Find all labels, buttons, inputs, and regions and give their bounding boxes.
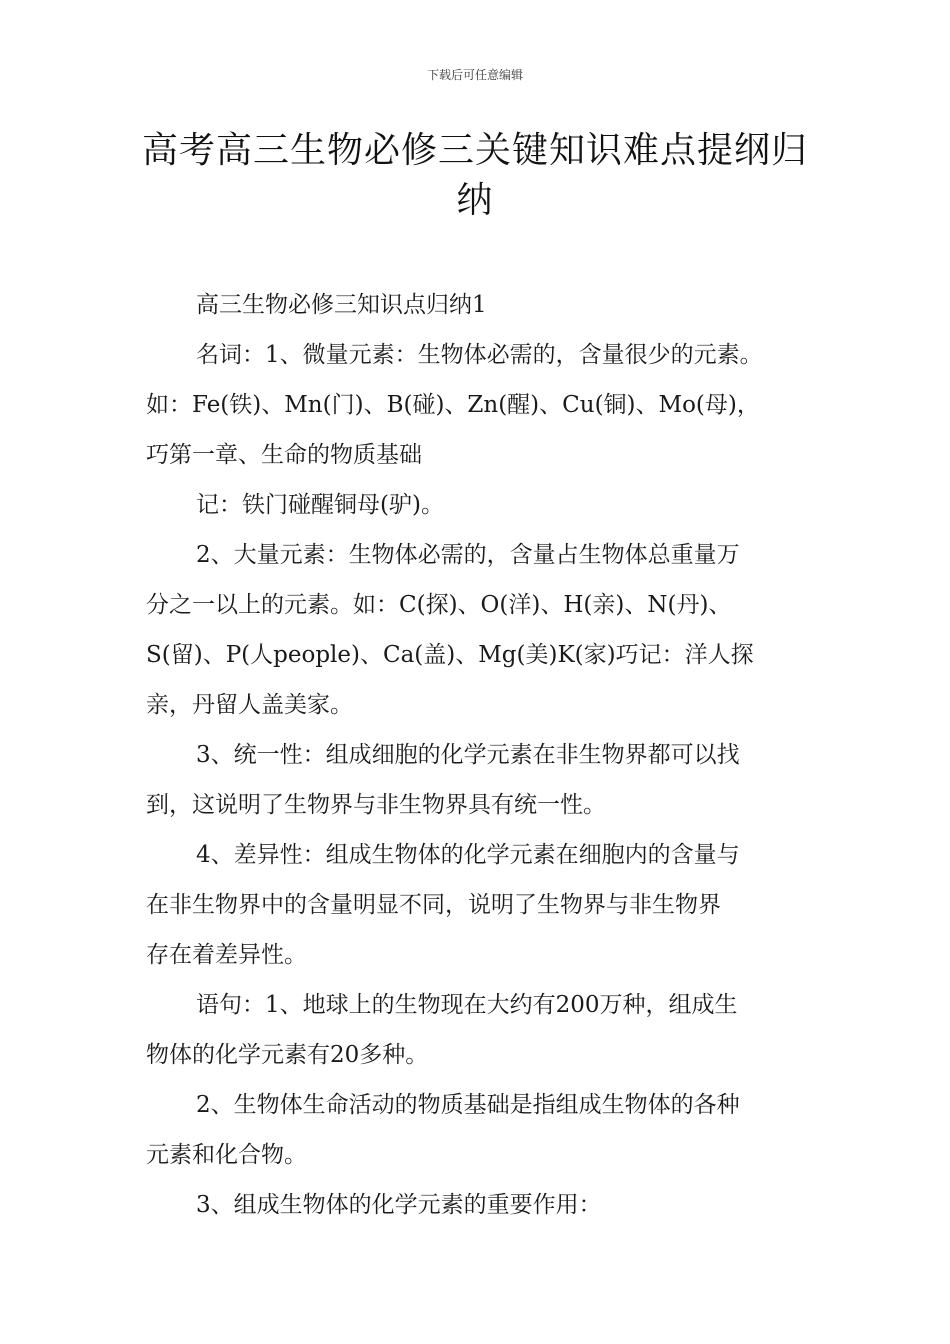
document-body	[146, 280, 810, 1230]
text-line: 3、组成生物体的化学元素的重要作用：	[196, 1192, 602, 1218]
text-line: 3、统一性：组成细胞的化学元素在非生物界都可以找	[196, 742, 740, 768]
text-line: 亲，丹留人盖美家。	[146, 692, 353, 718]
text-line: 名词：1、微量元素：生物体必需的，含量很少的元素。	[196, 342, 763, 368]
text-line: 语句：1、地球上的生物现在大约有200万种，组成生	[196, 992, 738, 1018]
text-line: S(留)、P(人people)、Ca(盖)、Mg(美)K(家)巧记：洋人探	[146, 642, 754, 668]
text-line: 存在着差异性。	[146, 942, 307, 968]
text-line: 元素和化合物。	[146, 1142, 307, 1168]
title-line-2: 纳	[456, 180, 494, 221]
text-line: 巧第一章、生命的物质基础	[146, 442, 422, 468]
text-line: 记：铁门碰醒铜母(驴)。	[196, 492, 444, 518]
text-line: 高三生物必修三知识点归纳1	[196, 292, 487, 318]
text-line: 在非生物界中的含量明显不同，说明了生物界与非生物界	[146, 892, 721, 918]
text-line: 到，这说明了生物界与非生物界具有统一性。	[146, 792, 606, 818]
text-line: 如：Fe(铁)、Mn(门)、B(碰)、Zn(醒)、Cu(铜)、Mo(母)，	[146, 392, 760, 418]
text-line: 2、生物体生命活动的物质基础是指组成生物体的各种	[196, 1092, 740, 1118]
text-line: 分之一以上的元素。如：C(探)、O(洋)、H(亲)、N(丹)、	[146, 592, 732, 618]
title-line-1: 高考高三生物必修三关键知识难点提纲归	[141, 130, 808, 171]
text-line: 4、差异性：组成生物体的化学元素在细胞内的含量与	[196, 842, 740, 868]
text-line: 物体的化学元素有20多种。	[146, 1042, 429, 1068]
text-line: 2、大量元素：生物体必需的，含量占生物体总重量万	[196, 542, 740, 568]
page-header-note: 下载后可任意编辑	[426, 68, 523, 82]
document-title	[140, 126, 810, 226]
